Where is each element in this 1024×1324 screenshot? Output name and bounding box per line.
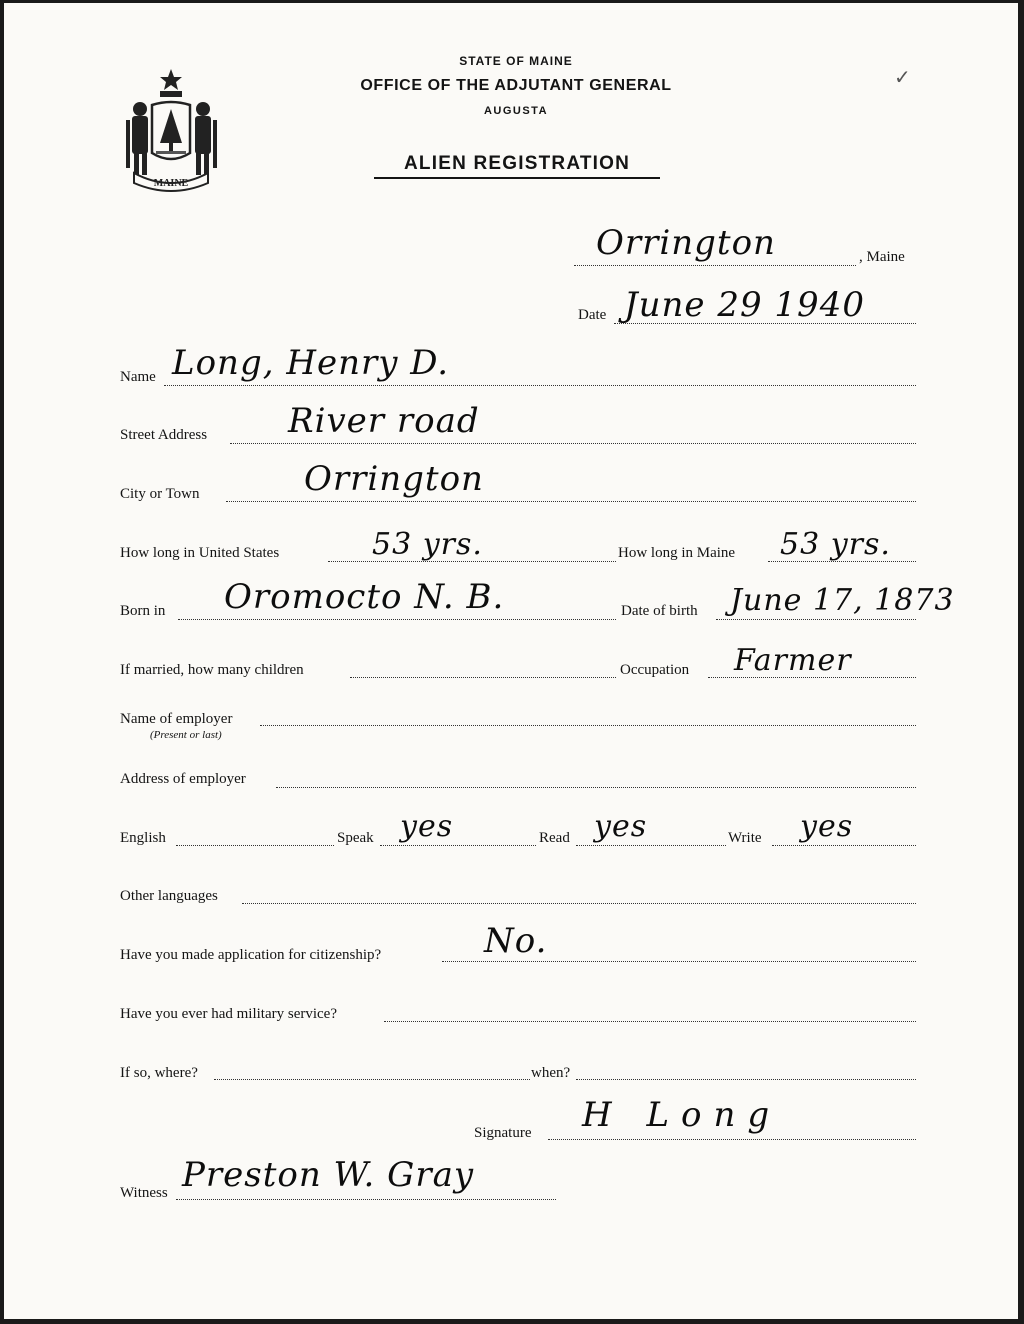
witness-label: Witness xyxy=(120,1185,168,1201)
dob-entry: June 17, 1873 xyxy=(730,583,955,618)
street-line xyxy=(230,443,916,444)
where-line xyxy=(214,1079,530,1080)
us-years-entry: 53 yrs. xyxy=(372,527,483,562)
header-state: STATE OF MAINE xyxy=(459,54,573,68)
signature-label: Signature xyxy=(474,1125,532,1141)
name-entry: Long, Henry D. xyxy=(172,343,450,383)
read-entry: yes xyxy=(594,809,648,844)
english-line xyxy=(176,845,334,846)
born-entry: Oromocto N. B. xyxy=(224,577,505,617)
read-label: Read xyxy=(539,830,570,846)
read-line xyxy=(576,845,726,846)
header-office: OFFICE OF THE ADJUTANT GENERAL xyxy=(360,77,672,94)
witness-entry: Preston W. Gray xyxy=(182,1155,475,1195)
place-suffix-label: , Maine xyxy=(859,249,905,265)
city-label: City or Town xyxy=(120,486,200,502)
speak-entry: yes xyxy=(400,809,454,844)
employer-sublabel: (Present or last) xyxy=(150,729,222,741)
employer-address-label: Address of employer xyxy=(120,771,246,787)
employer-label: Name of employer xyxy=(120,711,233,727)
citizenship-entry: No. xyxy=(484,921,548,961)
name-line xyxy=(164,385,916,386)
city-line xyxy=(226,501,916,502)
write-entry: yes xyxy=(800,809,854,844)
when-label: when? xyxy=(531,1065,571,1081)
citizenship-line xyxy=(442,961,916,962)
form-title: ALIEN REGISTRATION xyxy=(374,153,660,179)
born-line xyxy=(178,619,616,620)
children-line xyxy=(350,677,616,678)
svg-text:MAINE: MAINE xyxy=(153,178,189,189)
children-label: If married, how many children xyxy=(120,662,304,678)
header-city: AUGUSTA xyxy=(483,105,549,117)
employer-line xyxy=(260,725,916,726)
date-label: Date xyxy=(578,307,607,323)
signature-entry: H Long xyxy=(582,1095,782,1135)
born-label: Born in xyxy=(120,603,166,619)
employer-address-line xyxy=(276,787,916,788)
name-label: Name xyxy=(120,369,156,385)
english-label: English xyxy=(120,830,166,846)
witness-line xyxy=(176,1199,556,1200)
signature-line xyxy=(548,1139,916,1140)
dob-line xyxy=(716,619,916,620)
us-years-label: How long in United States xyxy=(120,545,280,561)
military-label: Have you ever had military service? xyxy=(120,1006,337,1022)
check-mark: ✓ xyxy=(894,65,911,89)
other-languages-line xyxy=(242,903,916,904)
street-entry: River road xyxy=(288,401,480,441)
maine-years-label: How long in Maine xyxy=(618,545,736,561)
write-label: Write xyxy=(728,830,762,846)
write-line xyxy=(772,845,916,846)
occupation-entry: Farmer xyxy=(734,643,852,678)
date-entry: June 29 1940 xyxy=(624,285,865,325)
citizenship-label: Have you made application for citizenship? xyxy=(120,947,382,963)
other-languages-label: Other languages xyxy=(120,888,218,904)
military-line xyxy=(384,1021,916,1022)
dob-label: Date of birth xyxy=(621,603,698,619)
maine-state-seal-icon xyxy=(116,65,226,193)
maine-years-entry: 53 yrs. xyxy=(780,527,891,562)
registration-form-page xyxy=(4,3,1018,1319)
occupation-label: Occupation xyxy=(620,662,690,678)
place-line xyxy=(574,265,856,266)
place-entry: Orrington xyxy=(596,223,776,263)
speak-line xyxy=(380,845,536,846)
city-entry: Orrington xyxy=(304,459,484,499)
where-label: If so, where? xyxy=(120,1065,198,1081)
when-line xyxy=(576,1079,916,1080)
speak-label: Speak xyxy=(337,830,374,846)
street-label: Street Address xyxy=(120,427,208,443)
